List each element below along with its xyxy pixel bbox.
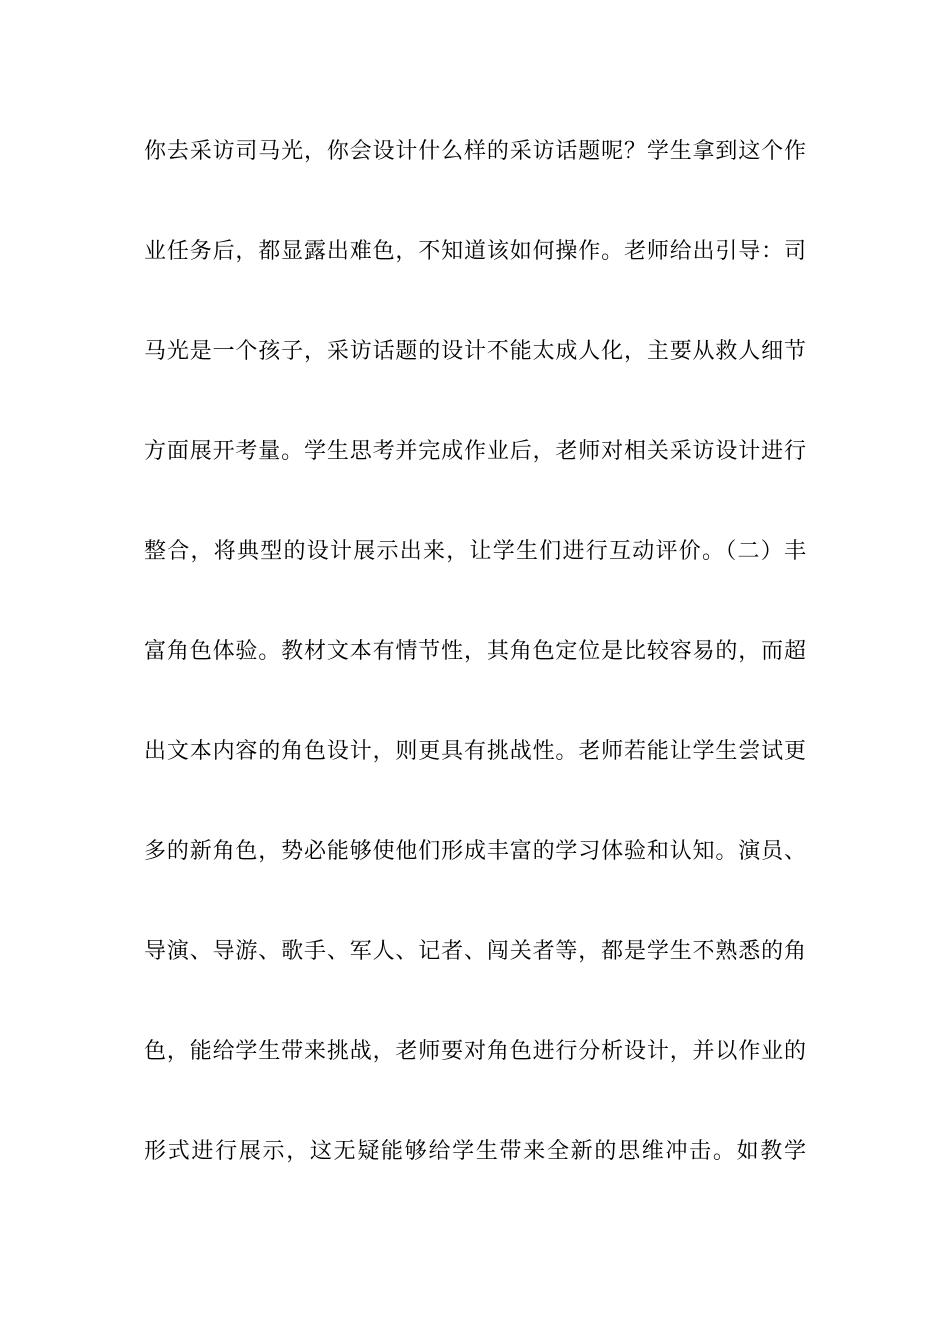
- paragraph-line: 整合，将典型的设计展示出来，让学生们进行互动评价。（二）丰: [144, 539, 806, 564]
- paragraph-line: 你去采访司马光，你会设计什么样的采访话题呢？学生拿到这个作: [144, 139, 806, 164]
- paragraph-line: 出文本内容的角色设计，则更具有挑战性。老师若能让学生尝试更: [144, 739, 806, 764]
- paragraph-line: 导演、导游、歌手、军人、记者、闯关者等，都是学生不熟悉的角: [144, 939, 806, 964]
- paragraph-line: 形式进行展示，这无疑能够给学生带来全新的思维冲击。如教学: [144, 1139, 806, 1164]
- paragraph-line: 富角色体验。教材文本有情节性，其角色定位是比较容易的，而超: [144, 639, 806, 664]
- paragraph-line: 多的新角色，势必能够使他们形成丰富的学习体验和认知。演员、: [144, 839, 806, 864]
- paragraph-line: 马光是一个孩子，采访话题的设计不能太成人化，主要从救人细节: [144, 339, 806, 364]
- paragraph-line: 色，能给学生带来挑战，老师要对角色进行分析设计，并以作业的: [144, 1039, 806, 1064]
- paragraph-line: 方面展开考量。学生思考并完成作业后，老师对相关采访设计进行: [144, 439, 806, 464]
- paragraph-line: 业任务后，都显露出难色，不知道该如何操作。老师给出引导：司: [144, 239, 806, 264]
